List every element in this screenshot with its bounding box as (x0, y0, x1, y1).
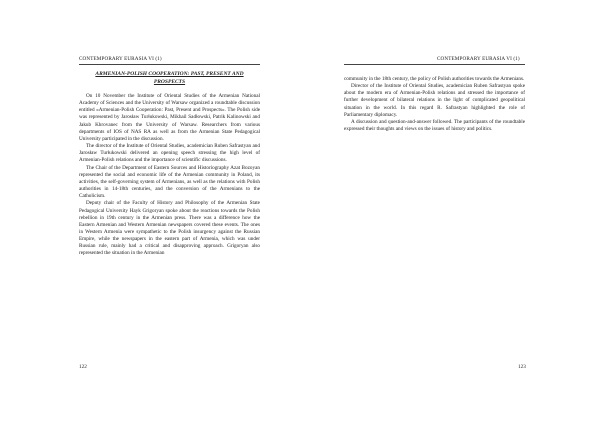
header-rule (344, 64, 525, 65)
paragraph: community in the 18th century, the policy of Polish authorities towards the Armenians. (344, 76, 525, 82)
paragraph: The Chair of the Department of Eastern Sources and Historiography Azat Bozoyan represented the social and economic life of the Armenian community in Poland, its activities, the self-governing system of Armenians, as well as the relations with Polish authorities in 14-18th centuries, and the conversion of the Armenians to the Catholicism. (79, 164, 260, 200)
paragraph: Deputy chair of the Faculty of History and Philosophy of the Armenian State Pedagogical University Hayk Grigoryan spoke about the reactions towards the Polish rebellion in 19th century in the Armenian press. There was a difference how the Eastern Armenian and Western Armenian newspapers covered these events. The ones in Western Armenia were sympathetic to the Polish insurgency against the Russian Empire, while the newspapers in the eastern part of Armenia, which was under Russian rule, mainly had a critical and disapproving approach. Grigoryan also represented the situation in the Armenian (79, 200, 260, 257)
article-title (79, 71, 260, 86)
running-head: CONTEMPORARY EURASIA VI (1) (437, 56, 520, 62)
paragraph: On 10 November the Institute of Oriental Studies of the Armenian National Academy of Sciences and the University of Warsaw organized a roundtable discussion entitled «Armenian-Polish Cooperation: Past, Present and Prospects». The Polish side was represented by Jarosław Turłukowski, Mikhail Sadłowski, Patrik Kalinowski and Jakub Khrovanec from the University of Warsaw. Researchers from various departments of IOS of NAS RA as well as from the Armenian State Pedagogical University participated in the discussion. (79, 93, 260, 142)
header-rule (79, 64, 260, 65)
paragraph: The director of the Institute of Oriental Studies, academician Ruben Safrastyan and Jarosław Turłukowski delivered an opening speech stressing the high level of Armenian-Polish relations and the importance of scientific discussions. (79, 143, 260, 164)
paragraph: Director of the Institute of Oriental Studies, academician Ruben Safrastyan spoke about the modern era of Armenian-Polish relations and stressed the importance of further development of bilateral relations in the light of complicated geopolitical situation in the world. In this regard R. Safrastyan highlighted the role of Parliamentary diplomacy. (344, 83, 525, 118)
text-column (79, 93, 260, 258)
page-number: 123 (518, 364, 526, 370)
paragraph: A discussion and question-and-answer followed. The participants of the roundtable expressed their thoughts and views on the issues of history and politics. (344, 118, 525, 133)
text-column (344, 76, 525, 133)
right-page (300, 0, 600, 424)
title-line: ARMENIAN-POLISH COOPERATION: PAST, PRESENT AND (95, 71, 244, 77)
running-head: CONTEMPORARY EURASIA VI (1) (79, 56, 162, 62)
title-line: PROSPECTS (153, 78, 186, 85)
page-number: 122 (79, 364, 87, 370)
